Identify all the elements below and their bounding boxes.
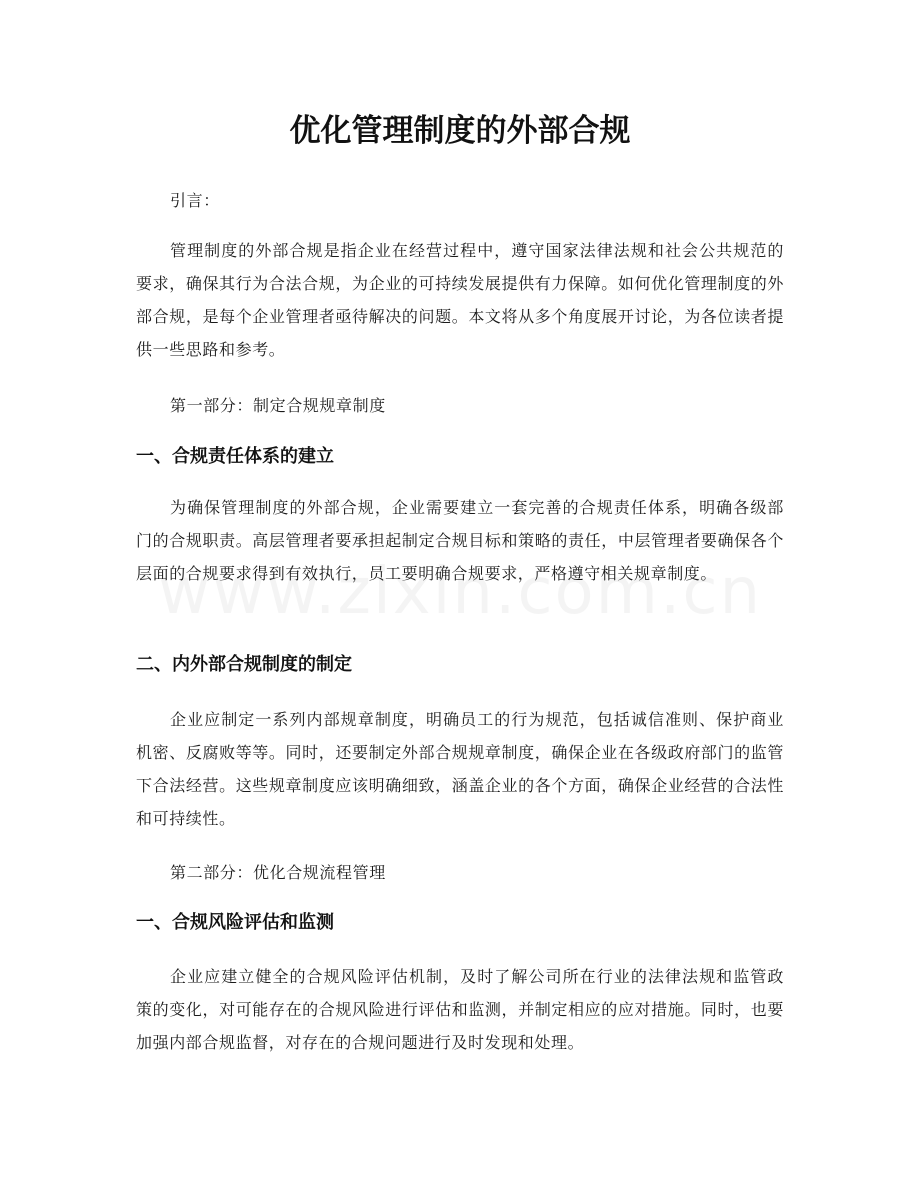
part2-label: 第二部分：优化合规流程管理: [170, 863, 386, 882]
intro-paragraph: 管理制度的外部合规是指企业在经营过程中，遵守国家法律法规和社会公共规范的要求，确保其行为合法合规，为企业的可持续发展提供有力保障。如何优化管理制度的外部合规，是每个企业管理者亟待解决的问题。本文将从多个角度展开讨论，为各位读者提供一些思路和参考。: [136, 241, 784, 359]
intro-label: 引言：: [170, 191, 220, 210]
document-title: 优化管理制度的外部合规: [289, 113, 631, 149]
part1-label: 第一部分：制定合规规章制度: [170, 396, 386, 415]
part2-section1-heading: 一、合规风险评估和监测: [136, 912, 334, 933]
part1-section1-heading: 一、合规责任体系的建立: [136, 446, 334, 467]
part1-section2-heading: 二、内外部合规制度的制定: [136, 654, 352, 675]
part2-section1-paragraph: 企业应建立健全的合规风险评估机制，及时了解公司所在行业的法律法规和监管政策的变化，对可能存在的合规风险进行评估和监测，并制定相应的应对措施。同时，也要加强内部合规监督，对存在的合规问题进行及时发现和处理。: [136, 967, 784, 1052]
part1-section1-paragraph: 为确保管理制度的外部合规，企业需要建立一套完善的合规责任体系，明确各级部门的合规职责。高层管理者要承担起制定合规目标和策略的责任，中层管理者要确保各个层面的合规要求得到有效执行，员工要明确合规要求，严格遵守相关规章制度。: [136, 498, 784, 583]
part1-section2-paragraph: 企业应制定一系列内部规章制度，明确员工的行为规范，包括诚信准则、保护商业机密、反腐败等等。同时，还要制定外部合规规章制度，确保企业在各级政府部门的监管下合法经营。这些规章制度应该明确细致，涵盖企业的各个方面，确保企业经营的合法性和可持续性。: [136, 710, 784, 828]
